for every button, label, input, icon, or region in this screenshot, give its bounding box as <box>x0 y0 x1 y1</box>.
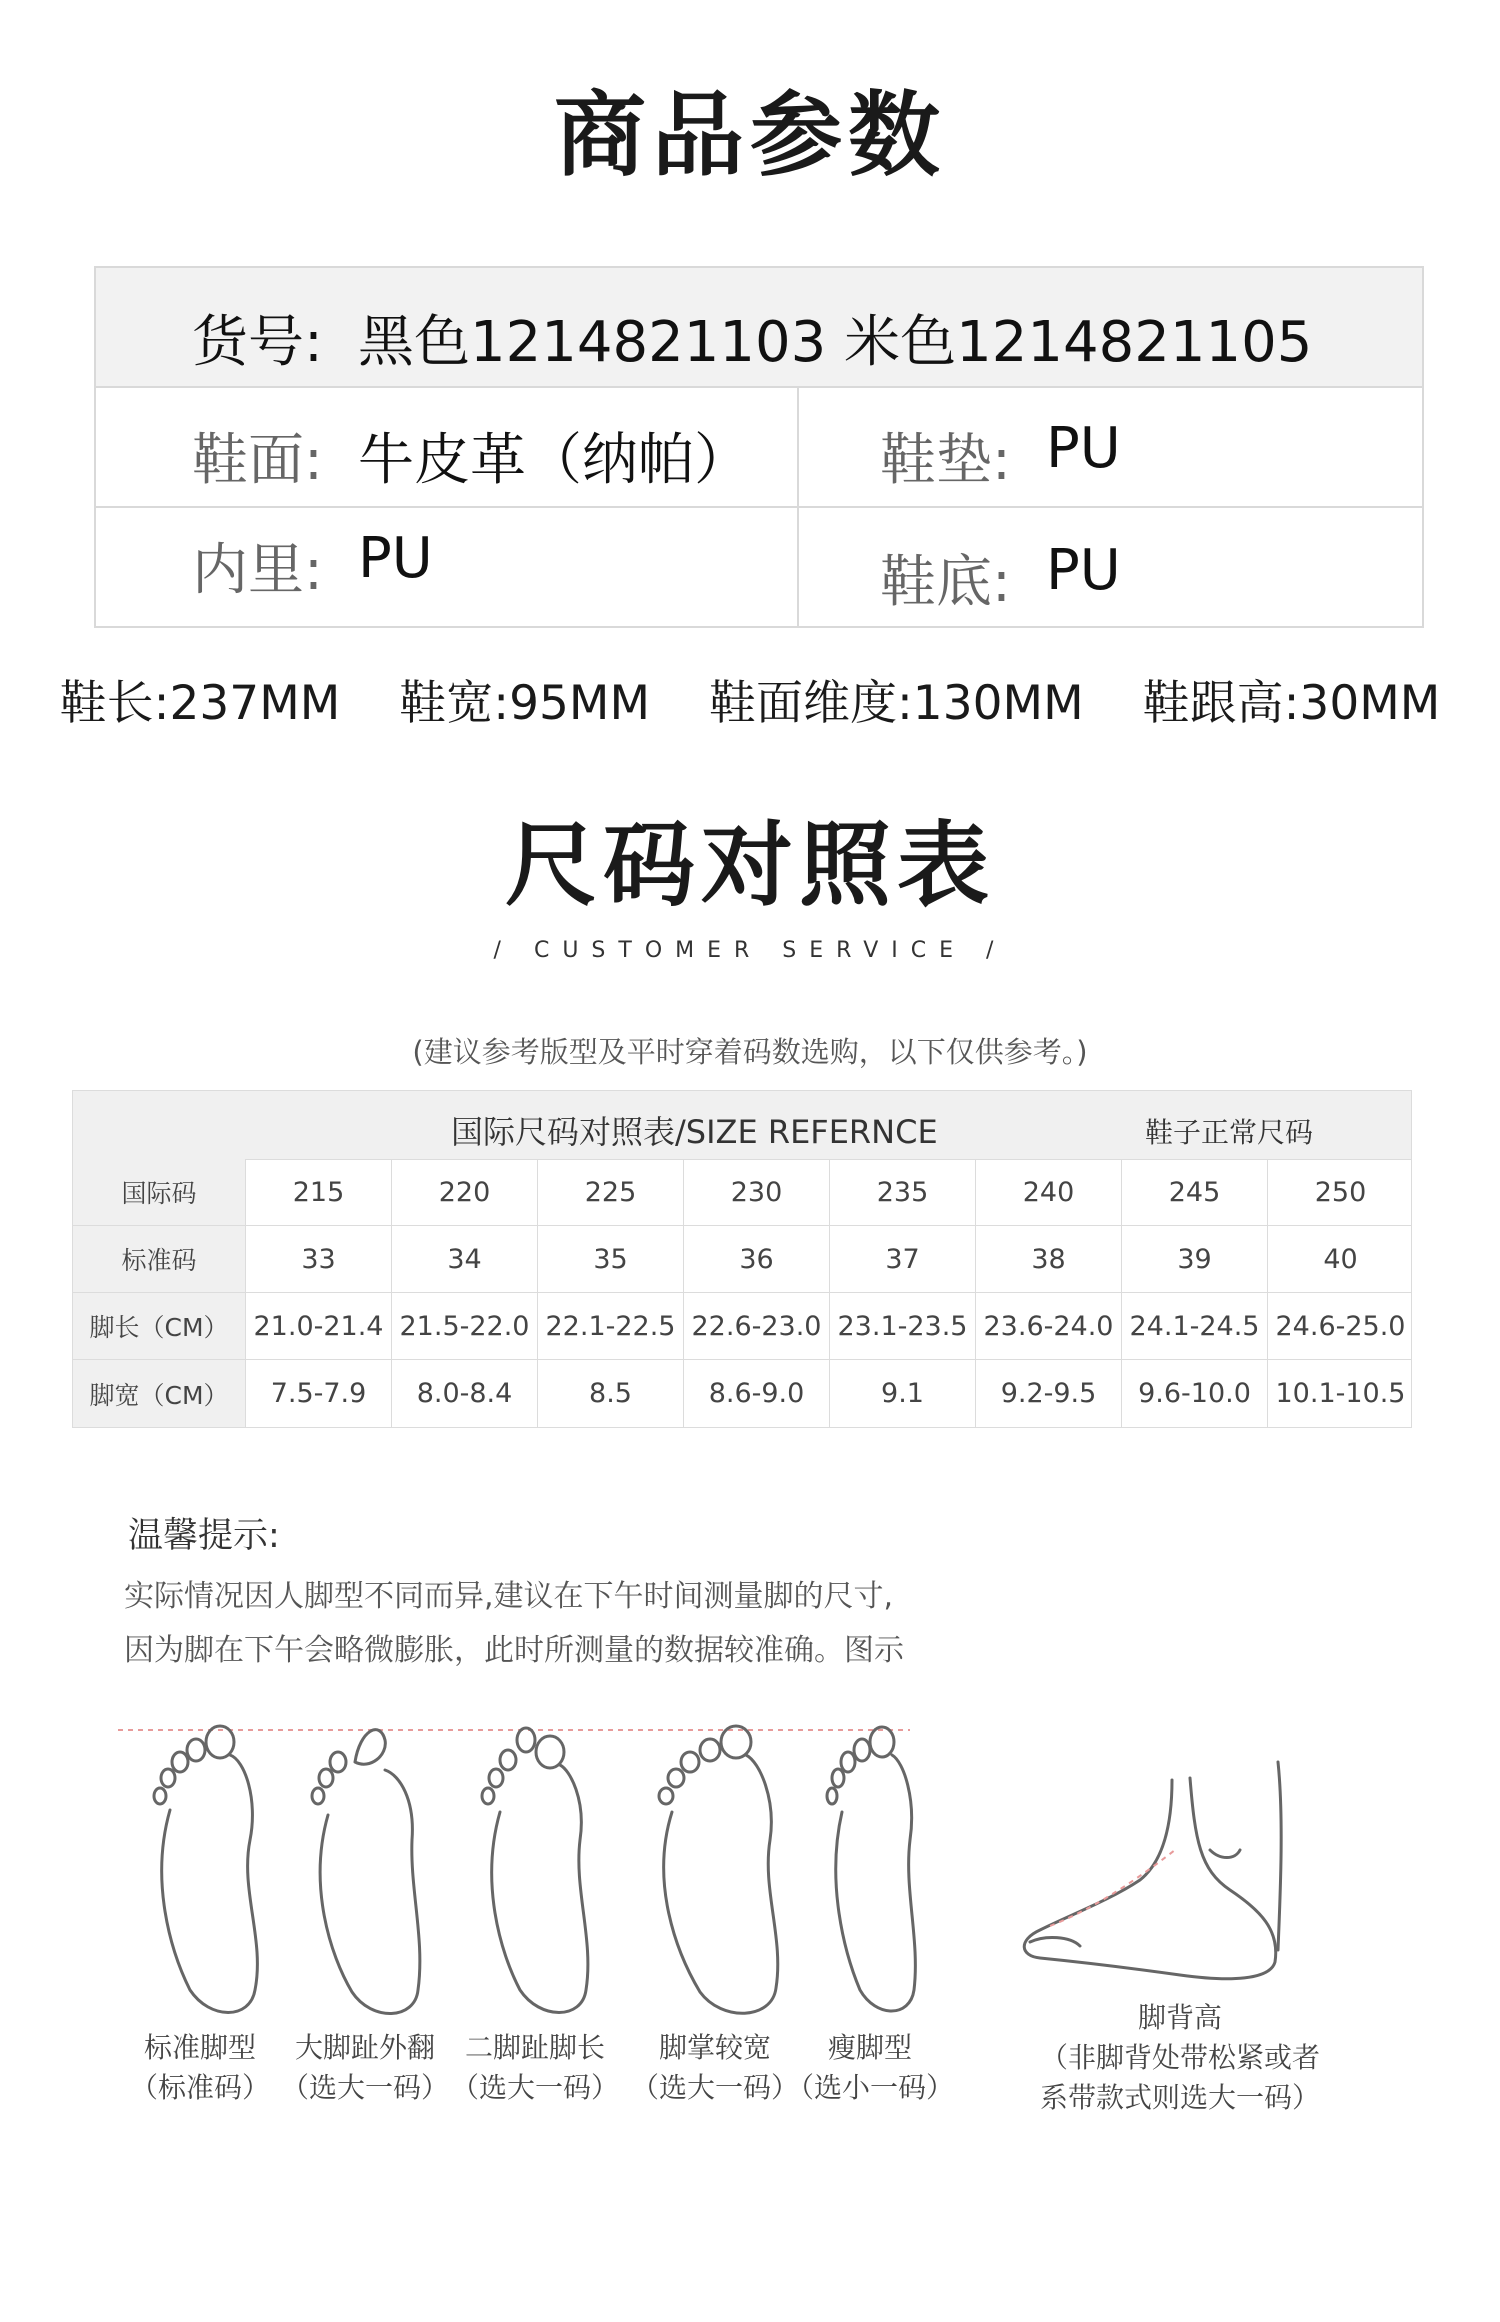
foot-type-caption <box>275 2028 455 2108</box>
size-cell: 250 <box>1267 1159 1413 1225</box>
size-cell: 220 <box>391 1159 537 1225</box>
upper-label: 鞋面: <box>192 428 323 493</box>
size-cell: 36 <box>683 1226 829 1292</box>
size-cell: 22.1-22.5 <box>537 1293 683 1359</box>
foot-type-caption <box>445 2028 625 2108</box>
params-row-item-no <box>96 268 1422 388</box>
insole-label: 鞋垫: <box>880 428 1011 493</box>
tips-line-2: 因为脚在下午会略微膨胀，此时所测量的数据较准确。图示 <box>124 1633 904 1668</box>
params-row-lining <box>96 508 1422 626</box>
shoe-length: 鞋长:237MM <box>59 676 341 731</box>
foot-type-name: 二脚趾脚长 <box>464 2031 605 2064</box>
long-second-toe-foot-icon <box>482 1728 588 2013</box>
foot-type-name: 脚掌较宽 <box>658 2031 771 2064</box>
size-cell: 24.6-25.0 <box>1267 1293 1413 1359</box>
size-table-header <box>73 1091 1411 1160</box>
foot-type-name: 大脚趾外翻 <box>294 2031 435 2064</box>
foot-type-name: 瘦脚型 <box>827 2031 912 2064</box>
size-table-row <box>73 1293 1411 1360</box>
sole-label: 鞋底: <box>880 550 1011 615</box>
size-cell: 38 <box>975 1226 1121 1292</box>
size-cell: 225 <box>537 1159 683 1225</box>
size-cell: 10.1-10.5 <box>1267 1360 1413 1427</box>
foot-type-advice: （选大一码） <box>630 2071 799 2104</box>
size-cell: 245 <box>1121 1159 1267 1225</box>
size-cell: 39 <box>1121 1226 1267 1292</box>
size-table-row <box>73 1159 1411 1226</box>
bunion-foot-icon <box>312 1730 420 2014</box>
size-cell: 9.1 <box>829 1360 975 1427</box>
size-row-label: 标准码 <box>73 1226 245 1292</box>
customer-service-subtitle: / CUSTOMER SERVICE / <box>493 938 1007 963</box>
size-cell: 35 <box>537 1226 683 1292</box>
slim-foot-icon <box>827 1727 915 2011</box>
foot-type-advice: （选大一码） <box>450 2071 619 2104</box>
size-cell: 9.6-10.0 <box>1121 1360 1267 1427</box>
instep-name: 脚背高 <box>1137 2001 1222 2034</box>
size-cell: 37 <box>829 1226 975 1292</box>
item-no-label: 货号: <box>192 310 323 375</box>
size-cell: 7.5-7.9 <box>245 1360 391 1427</box>
size-cell: 24.1-24.5 <box>1121 1293 1267 1359</box>
size-table-header-main: 国际尺码对照表/SIZE REFERNCE <box>451 1113 938 1151</box>
size-cell: 40 <box>1267 1226 1413 1292</box>
instep-line-2: 系带款式则选大一码） <box>1039 2081 1320 2114</box>
instep-foot-icon <box>1024 1762 1281 1979</box>
product-params-table <box>94 266 1424 628</box>
params-row-upper <box>96 388 1422 508</box>
size-cell: 8.6-9.0 <box>683 1360 829 1427</box>
size-table <box>72 1090 1412 1428</box>
lining-label: 内里: <box>192 538 323 603</box>
size-row-label: 脚宽（CM） <box>73 1360 245 1427</box>
size-cell: 23.6-24.0 <box>975 1293 1121 1359</box>
size-cell: 21.5-22.0 <box>391 1293 537 1359</box>
size-row-label: 脚长（CM） <box>73 1293 245 1359</box>
foot-type-caption <box>780 2028 960 2108</box>
params-divider <box>797 388 799 626</box>
size-cell: 33 <box>245 1226 391 1292</box>
size-table-header-right: 鞋子正常尺码 <box>1145 1116 1314 1149</box>
size-cell: 23.1-23.5 <box>829 1293 975 1359</box>
size-cell: 215 <box>245 1159 391 1225</box>
size-cell: 22.6-23.0 <box>683 1293 829 1359</box>
foot-type-caption <box>110 2028 290 2108</box>
size-cell: 230 <box>683 1159 829 1225</box>
dimensions-line <box>0 666 1500 733</box>
shoe-girth: 鞋面维度:130MM <box>708 676 1084 731</box>
size-row-label: 国际码 <box>73 1159 245 1225</box>
insole-value: PU <box>1046 416 1121 481</box>
tips-title: 温馨提示: <box>128 1516 280 1556</box>
instep-line-1: （非脚背处带松紧或者 <box>1039 2041 1320 2074</box>
size-cell: 8.0-8.4 <box>391 1360 537 1427</box>
foot-type-advice: （选大一码） <box>280 2071 449 2104</box>
upper-value: 牛皮革（纳帕） <box>358 428 750 493</box>
size-table-row <box>73 1226 1411 1293</box>
size-cell: 9.2-9.5 <box>975 1360 1121 1427</box>
size-cell: 8.5 <box>537 1360 683 1427</box>
size-table-row <box>73 1360 1411 1427</box>
standard-foot-icon <box>154 1726 257 2013</box>
tips-text <box>124 1570 904 1678</box>
instep-caption <box>1030 1998 1330 2118</box>
size-cell: 240 <box>975 1159 1121 1225</box>
size-advice: (建议参考版型及平时穿着码数选购，以下仅供参考。) <box>412 1035 1088 1069</box>
heel-height: 鞋跟高:30MM <box>1142 676 1441 731</box>
wide-foot-icon <box>659 1726 778 2013</box>
foot-type-advice: （标准码） <box>129 2071 270 2104</box>
foot-type-advice: （选小一码） <box>785 2071 954 2104</box>
item-no-value: 黑色1214821103 米色1214821105 <box>358 310 1313 375</box>
size-chart-title: 尺码对照表 <box>504 812 995 919</box>
foot-type-caption <box>625 2028 805 2108</box>
page-title: 商品参数 <box>553 82 946 189</box>
lining-value: PU <box>358 526 433 591</box>
sole-value: PU <box>1046 538 1121 603</box>
tips-line-1: 实际情况因人脚型不同而异,建议在下午时间测量脚的尺寸, <box>124 1579 894 1614</box>
foot-type-name: 标准脚型 <box>143 2031 256 2064</box>
size-cell: 235 <box>829 1159 975 1225</box>
shoe-width: 鞋宽:95MM <box>399 676 651 731</box>
size-cell: 21.0-21.4 <box>245 1293 391 1359</box>
size-cell: 34 <box>391 1226 537 1292</box>
